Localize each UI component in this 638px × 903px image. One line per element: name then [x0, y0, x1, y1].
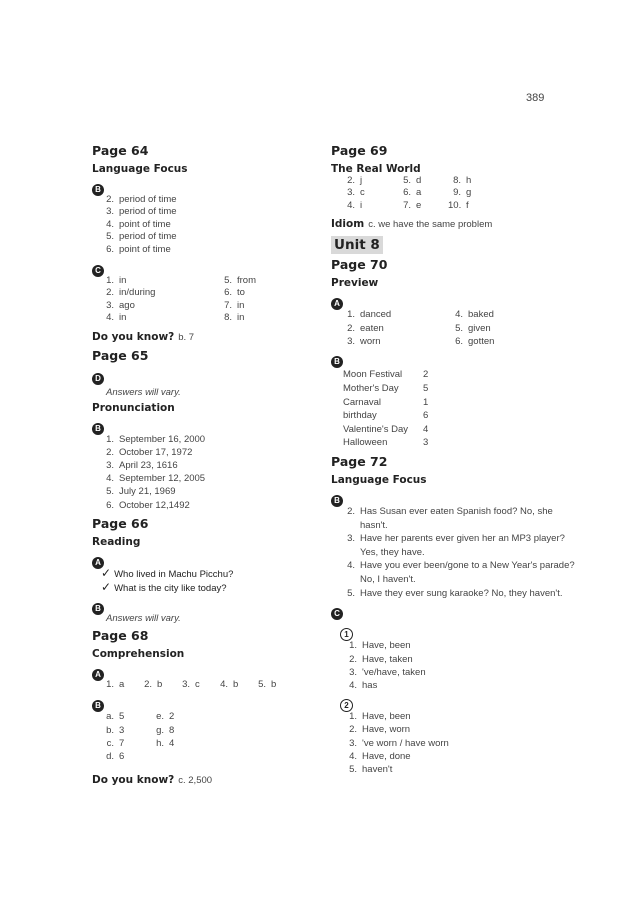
unit-heading: Unit 8 — [331, 236, 383, 254]
comprehension-heading: Comprehension — [92, 647, 185, 660]
list-item: 5. haven't — [349, 764, 393, 776]
exercise-d-badge: D — [92, 373, 104, 385]
checked-item: ✓ What is the city like today? — [101, 580, 227, 595]
list-item: 4. Have you ever been/gone to a New Year's parade? No, I haven't. — [347, 560, 575, 585]
p64-c-answers: 1. in 5. from 2. in/during 6. to 3. ago 7. in 4. in 8. in — [106, 275, 256, 324]
page-72-heading: Page 72 — [331, 454, 388, 469]
exercise-c-badge: C — [92, 265, 104, 277]
page-69-heading: Page 69 — [331, 143, 388, 158]
list-item: 2. period of time — [106, 194, 177, 205]
right-column — [331, 140, 591, 777]
list-item: 4. has — [349, 680, 378, 692]
list-item: 2. Have, worn — [349, 724, 411, 736]
checked-item: ✓ Who lived in Machu Picchu? — [101, 565, 234, 580]
reading-heading: Reading — [92, 535, 141, 548]
p70-a-answers: 1. danced 4. baked 2. eaten 5. given 3. worn 6. gotten — [347, 309, 495, 348]
checkmark-icon: ✓ — [101, 565, 112, 580]
p72-c1-answers — [331, 639, 591, 693]
language-focus-heading: Language Focus — [331, 474, 427, 486]
left-column — [92, 140, 322, 791]
list-item: 2. Has Susan ever eaten Spanish food? No, she hasn't. — [347, 506, 553, 531]
list-item: 5. July 21, 1969 — [106, 486, 176, 498]
page-64-heading: Page 64 — [92, 143, 149, 158]
list-item: 3. 've/have, taken — [349, 666, 426, 678]
exercise-a-badge: A — [92, 557, 104, 569]
p69-answers: 2. j 5. d 8. h 3. c 6. a 9. g 4. i 7. e 10. f — [347, 175, 472, 211]
page-68-heading: Page 68 — [92, 627, 149, 643]
list-item: 6. October 12,1492 — [106, 499, 190, 511]
checkmark-icon: ✓ — [101, 580, 112, 595]
page-number: 389 — [526, 92, 545, 104]
list-item: 4. point of time — [106, 218, 171, 230]
page-70-heading: Page 70 — [331, 257, 388, 273]
do-you-know-p68: Do you know? c. 2,500 — [92, 773, 213, 786]
list-item: 3. Have her parents ever given her an MP3 player? Yes, they have. — [347, 533, 565, 558]
exercise-a-badge: A — [331, 298, 343, 310]
list-item: 1. Have, been — [349, 640, 411, 652]
real-world-heading: The Real World — [331, 163, 421, 175]
list-item: 5. period of time — [106, 231, 177, 243]
sub-exercise-2-badge: 2 — [340, 699, 353, 712]
list-item: 3. period of time — [106, 206, 177, 218]
idiom-answer: Idiom c. we have the same problem — [331, 218, 493, 231]
list-item: 2. October 17, 1972 — [106, 446, 193, 458]
exercise-b-badge: B — [92, 184, 104, 196]
p68-a-answers: 1. a 2. b 3. c 4. b 5. b — [106, 678, 277, 690]
p68-b-answers: a. 5 e. 2 b. 3 g. 8 c. 7 h. 4 d. 6 — [106, 711, 175, 763]
list-item: 6. point of time — [106, 243, 171, 255]
list-item: 1. Have, been — [349, 710, 411, 722]
exercise-b-badge: B — [331, 495, 343, 507]
exercise-b-badge: B — [331, 356, 343, 368]
preview-heading: Preview — [331, 277, 379, 290]
pronunciation-heading: Pronunciation — [92, 401, 175, 414]
list-item: 1. September 16, 2000 — [106, 433, 206, 445]
list-item: 4. Have, done — [349, 751, 411, 762]
exercise-b-badge: B — [92, 603, 104, 615]
exercise-b-badge: B — [92, 700, 104, 712]
list-item: 2. Have, taken — [349, 653, 413, 665]
exercise-a-badge: A — [92, 669, 104, 681]
list-item: 3. April 23, 1616 — [106, 460, 178, 472]
exercise-b-badge: B — [92, 423, 104, 435]
answers-vary-text: Answers will vary. — [106, 386, 181, 398]
page-65-heading: Page 65 — [92, 347, 149, 363]
language-focus-heading: Language Focus — [92, 163, 188, 175]
p70-b-answers: Moon Festival 2 Mother's Day 5 Carnaval 1 birthday 6 Valentine's Day 4 Halloween 3 — [343, 369, 429, 449]
exercise-c-badge: C — [331, 608, 343, 620]
p72-c2-answers — [331, 710, 591, 777]
p72-b-answers — [331, 505, 591, 600]
p64-b-answers — [92, 194, 322, 256]
answers-vary-text: Answers will vary. — [106, 612, 181, 624]
sub-exercise-1-badge: 1 — [340, 628, 353, 641]
p65-b-answers — [92, 433, 322, 512]
do-you-know-p64: Do you know? b. 7 — [92, 330, 195, 343]
list-item: 3. 've worn / have worn — [349, 737, 449, 749]
page-66-heading: Page 66 — [92, 515, 149, 531]
list-item: 4. September 12, 2005 — [106, 473, 206, 485]
list-item: 5. Have they ever sung karaoke? No, they haven't. — [347, 587, 563, 599]
